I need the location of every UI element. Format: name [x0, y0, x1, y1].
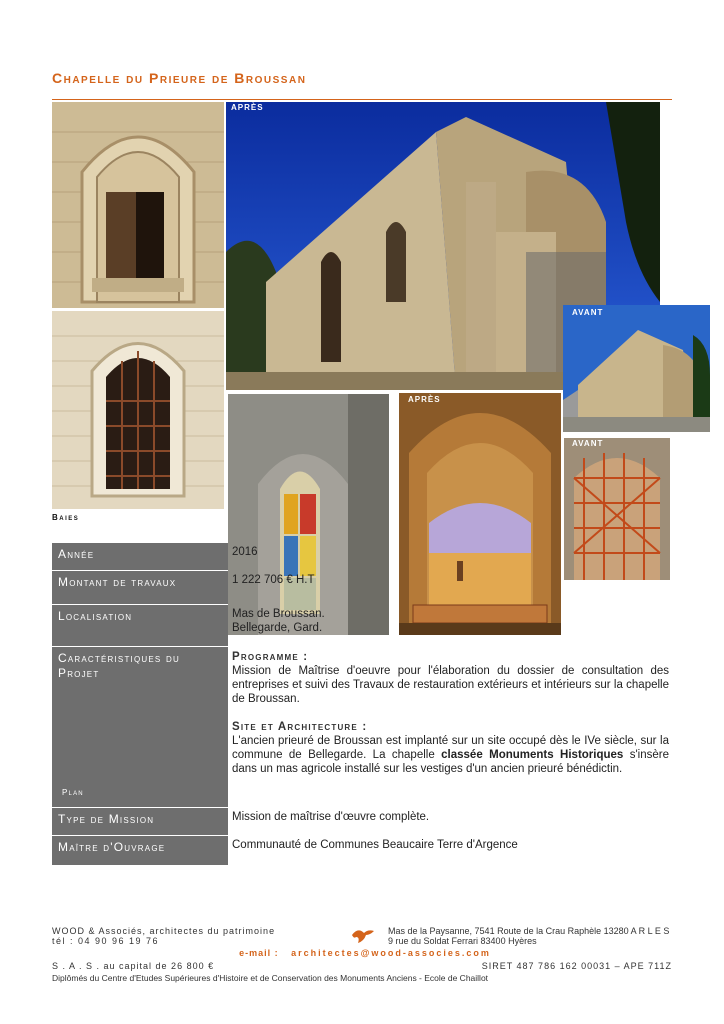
label-montant: Montant de travaux: [52, 571, 228, 605]
site-text-part-2: s'insère dans un mas agricole installé sur les vestiges d'un ancien prieuré bénédictin.: [232, 749, 669, 775]
label-type-mission: Type de Mission: [52, 808, 228, 836]
programme-heading: Programme :: [232, 651, 309, 663]
page-title: Chapelle du Prieure de Broussan: [52, 70, 307, 86]
label-caracteristiques: [52, 647, 228, 808]
caption-apres-main: APRÈS: [231, 103, 264, 112]
title-divider: [52, 99, 672, 100]
value-type-mission: Mission de maîtrise d'œuvre complète.: [232, 811, 430, 823]
programme-text: Mission de Maîtrise d'oeuvre pour l'élaboration du dossier de consultation des entreprises et suivi des Travaux de restauration extérieurs et intérieurs sur la chapelle de Broussan.: [232, 665, 669, 705]
email-link[interactable]: architectes@wood-associes.com: [291, 948, 491, 958]
site-heading: Site et Architecture :: [232, 721, 368, 733]
footer-address-1: Mas de la Paysanne, 7541 Route de la Crau Raphèle 13280 A R L E S: [388, 926, 670, 936]
site-text-bold: classée Monuments Historiques: [441, 749, 624, 761]
site-text-part-1: L'ancien prieuré de Broussan est implanté sur un site occupé dès le IVe siècle, sur la commune de Bellegarde. La chapelle: [232, 735, 669, 761]
caption-apres-interior: APRÈS: [408, 395, 441, 404]
label-localisation: Localisation: [52, 605, 228, 647]
exterior-before-photo: [563, 305, 710, 432]
door-photo: [52, 102, 224, 308]
email-label: e-mail :: [239, 948, 279, 958]
caption-avant-exterior: AVANT: [572, 308, 604, 317]
scaffold-before-photo: [564, 438, 670, 580]
localisation-line-2: Bellegarde, Gard.: [232, 622, 323, 634]
value-localisation: [232, 607, 325, 635]
footer-address: [388, 926, 678, 946]
footer-address-2: 9 rue du Soldat Ferrari 83400 Hyères: [388, 936, 537, 946]
window-photo: [52, 311, 224, 509]
value-maitre-ouvrage: Communauté de Communes Beaucaire Terre d'Argence: [232, 839, 518, 851]
footer-siret: SIRET 487 786 162 00031 – APE 711Z: [481, 961, 672, 971]
footer-company: WOOD & Associés, architectes du patrimoine: [52, 926, 276, 936]
stained-glass-photo: [228, 394, 389, 635]
footer-tel: tél : 04 90 96 19 76: [52, 936, 160, 946]
localisation-line-1: Mas de Broussan.: [232, 608, 325, 620]
apse-after-photo: [399, 393, 561, 635]
plan-label: Plan: [62, 788, 84, 797]
label-maitre-ouvrage: Maître d'Ouvrage: [52, 836, 228, 866]
caption-baies: Baies: [52, 513, 80, 522]
caption-avant-scaffold: AVANT: [572, 439, 604, 448]
salamander-logo: [350, 925, 376, 945]
footer-email-line: [170, 948, 560, 958]
footer-sas: S . A . S . au capital de 26 800 €: [52, 961, 215, 971]
footer-diplomes: Diplômés du Centre d'Etudes Supérieures d'Histoire et de Conservation des Monuments Anciens - Ecole de Chaillot: [52, 973, 489, 983]
value-annee: 2016: [232, 546, 258, 558]
value-caracteristiques: [232, 650, 669, 776]
value-montant: 1 222 706 € H.T: [232, 574, 315, 586]
label-annee: Année: [52, 543, 228, 571]
caracteristiques-label: Caractéristiques du Projet: [58, 651, 180, 680]
site-text: [232, 734, 669, 776]
footer-left: [52, 926, 352, 946]
